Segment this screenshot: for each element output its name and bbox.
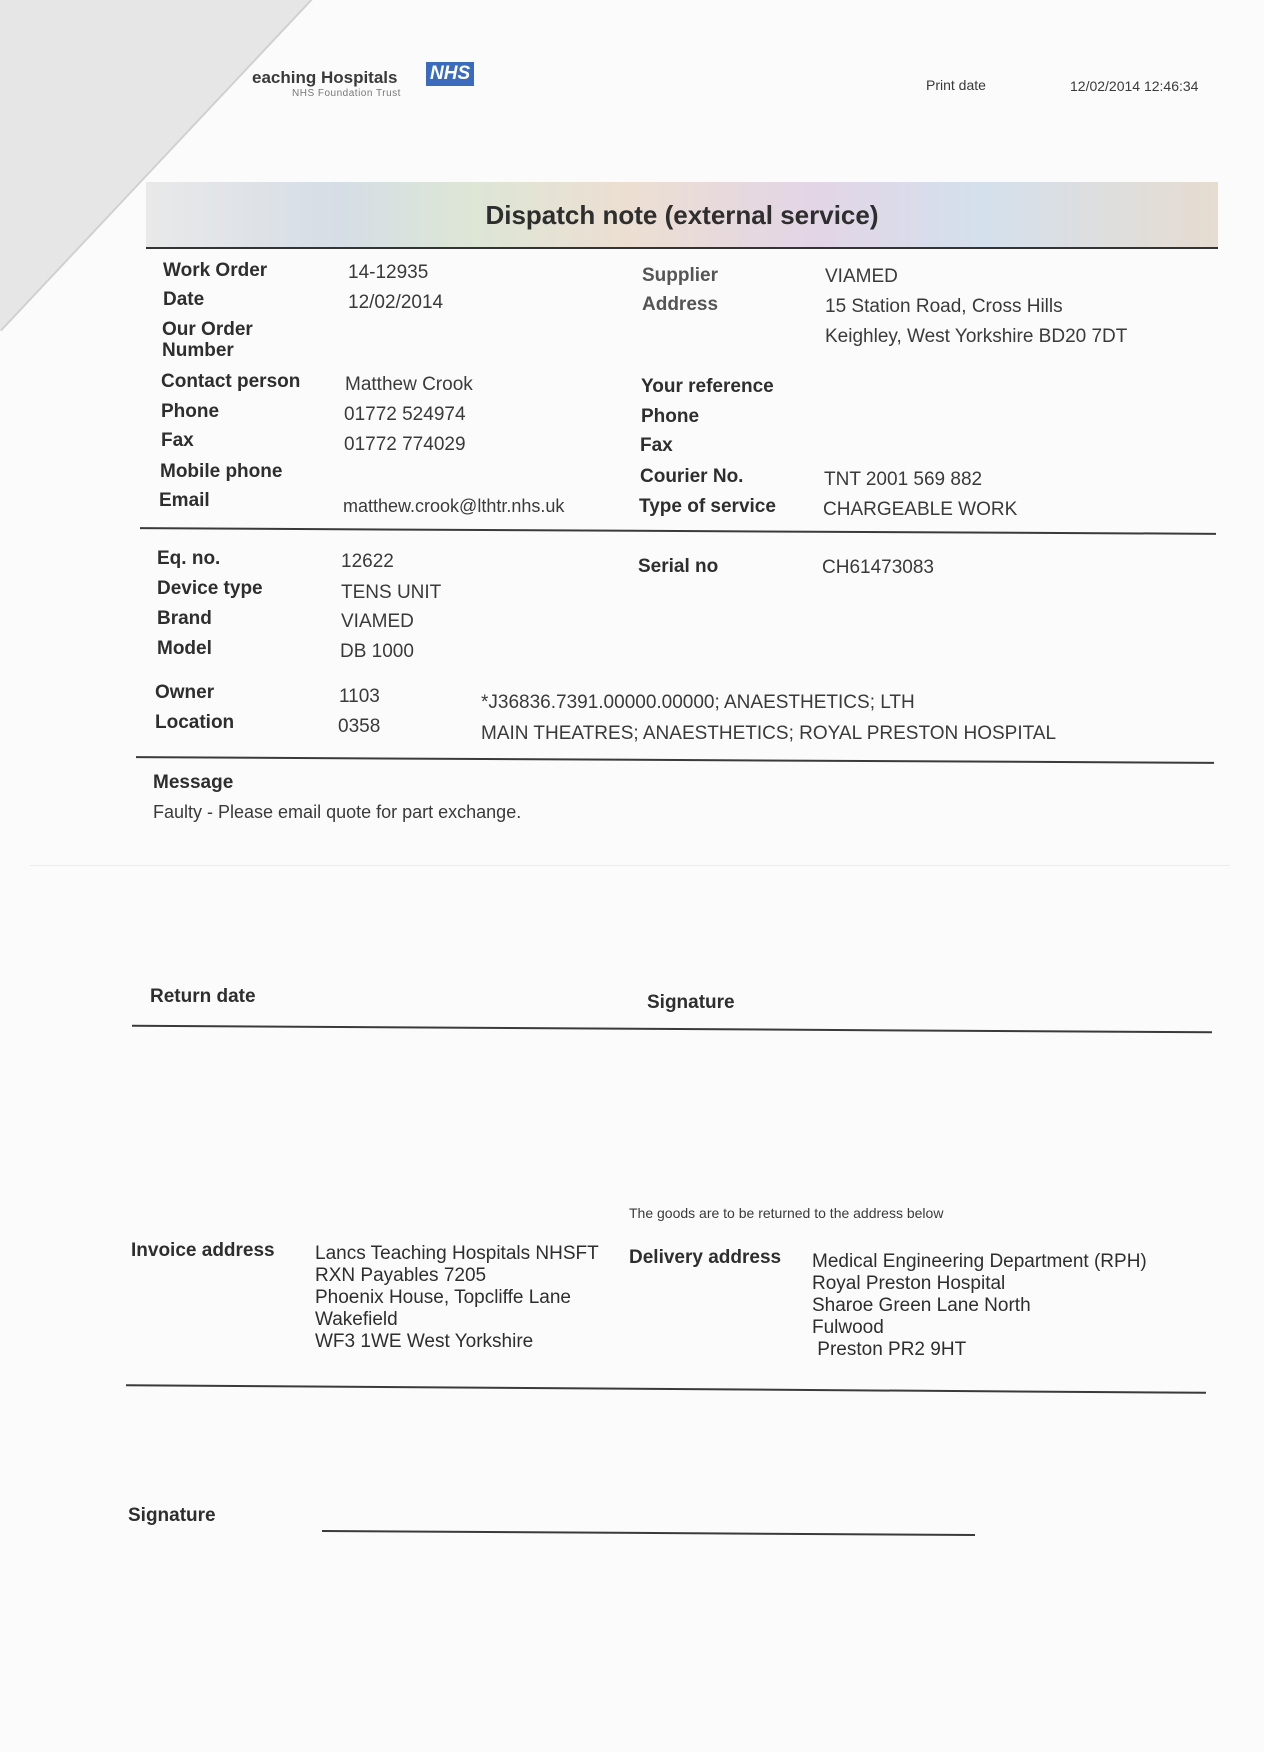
hospital-logo-subtitle: NHS Foundation Trust — [292, 88, 401, 99]
address-rule — [126, 1384, 1206, 1394]
invoice-address-line: WF3 1WE West Yorkshire — [315, 1331, 534, 1352]
eq-no-label: Eq. no. — [157, 548, 221, 569]
brand-label: Brand — [157, 608, 212, 629]
goods-return-note: The goods are to be returned to the address below — [629, 1205, 944, 1221]
model-value: DB 1000 — [340, 641, 414, 662]
work-order-value: 14-12935 — [348, 262, 429, 283]
delivery-address-line: Sharoe Green Lane North — [812, 1295, 1031, 1316]
section-rule-1 — [140, 527, 1216, 535]
contact-person-label: Contact person — [161, 371, 301, 392]
signature-line — [322, 1530, 975, 1536]
supplier-fax-label: Fax — [640, 435, 673, 456]
invoice-address-line: Phoenix House, Topcliffe Lane — [315, 1287, 571, 1308]
supplier-phone-label: Phone — [641, 406, 700, 427]
type-of-service-label: Type of service — [639, 496, 776, 517]
date-label: Date — [163, 289, 205, 310]
invoice-address-line: Lancs Teaching Hospitals NHSFT — [315, 1243, 599, 1264]
delivery-address — [812, 1251, 1147, 1361]
location-description: MAIN THEATRES; ANAESTHETICS; ROYAL PRESTON HOSPITAL — [481, 723, 1057, 744]
courier-value: TNT 2001 569 882 — [824, 469, 983, 490]
our-order-number-label: Number — [162, 340, 234, 361]
invoice-address — [315, 1243, 599, 1353]
nhs-logo: NHS — [426, 62, 474, 86]
mobile-phone-label: Mobile phone — [160, 461, 283, 482]
delivery-address-line: Fulwood — [812, 1317, 884, 1338]
location-value: 0358 — [338, 716, 381, 737]
type-of-service-value: CHARGEABLE WORK — [823, 499, 1018, 520]
phone-value: 01772 524974 — [344, 404, 466, 425]
eq-no-value: 12622 — [341, 551, 394, 572]
delivery-address-line: Royal Preston Hospital — [812, 1273, 1006, 1294]
courier-label: Courier No. — [640, 466, 744, 487]
invoice-address-line: Wakefield — [315, 1309, 398, 1330]
date-value: 12/02/2014 — [348, 292, 444, 313]
message-text: Faulty - Please email quote for part exchange. — [153, 802, 522, 822]
print-date-label: Print date — [926, 77, 986, 93]
owner-value: 1103 — [339, 686, 380, 707]
hospital-logo-text: eaching Hospitals — [252, 68, 398, 87]
delivery-address-line: Preston PR2 9HT — [812, 1339, 967, 1360]
owner-description: *J36836.7391.00000.00000; ANAESTHETICS; LTH — [481, 692, 915, 713]
invoice-address-line: RXN Payables 7205 — [315, 1265, 487, 1286]
page-title: Dispatch note (external service) — [485, 200, 879, 230]
invoice-address-label: Invoice address — [131, 1240, 275, 1261]
footer-signature-label: Signature — [128, 1505, 216, 1526]
title-rule — [146, 247, 1218, 249]
brand-value: VIAMED — [341, 611, 414, 632]
delivery-address-line: Medical Engineering Department (RPH) — [812, 1251, 1147, 1272]
address-label: Address — [642, 294, 719, 315]
paper-crease — [30, 865, 1230, 866]
email-value: matthew.crook@lthtr.nhs.uk — [343, 496, 565, 516]
phone-label: Phone — [161, 401, 220, 422]
model-label: Model — [157, 638, 212, 659]
email-label: Email — [159, 490, 210, 511]
supplier-address-line-1: 15 Station Road, Cross Hills — [825, 296, 1063, 317]
serial-no-label: Serial no — [638, 556, 719, 577]
return-rule — [132, 1025, 1212, 1034]
your-reference-label: Your reference — [641, 376, 774, 397]
supplier-value: VIAMED — [825, 266, 898, 287]
owner-label: Owner — [155, 682, 215, 703]
our-order-label: Our Order — [162, 319, 253, 340]
work-order-label: Work Order — [163, 260, 268, 281]
delivery-address-label: Delivery address — [629, 1247, 782, 1268]
message-label: Message — [153, 772, 234, 793]
serial-no-value: CH61473083 — [822, 557, 934, 578]
device-type-value: TENS UNIT — [341, 582, 442, 603]
location-label: Location — [155, 712, 235, 733]
supplier-address-line-2: Keighley, West Yorkshire BD20 7DT — [825, 326, 1128, 347]
return-date-label: Return date — [150, 986, 256, 1007]
section-rule-2 — [136, 756, 1214, 764]
fax-value: 01772 774029 — [344, 434, 466, 455]
print-date-value: 12/02/2014 12:46:34 — [1070, 78, 1199, 94]
supplier-label: Supplier — [642, 265, 719, 286]
contact-person-value: Matthew Crook — [345, 374, 473, 395]
return-signature-label: Signature — [647, 992, 735, 1013]
device-type-label: Device type — [157, 578, 263, 599]
fax-label: Fax — [161, 430, 194, 451]
